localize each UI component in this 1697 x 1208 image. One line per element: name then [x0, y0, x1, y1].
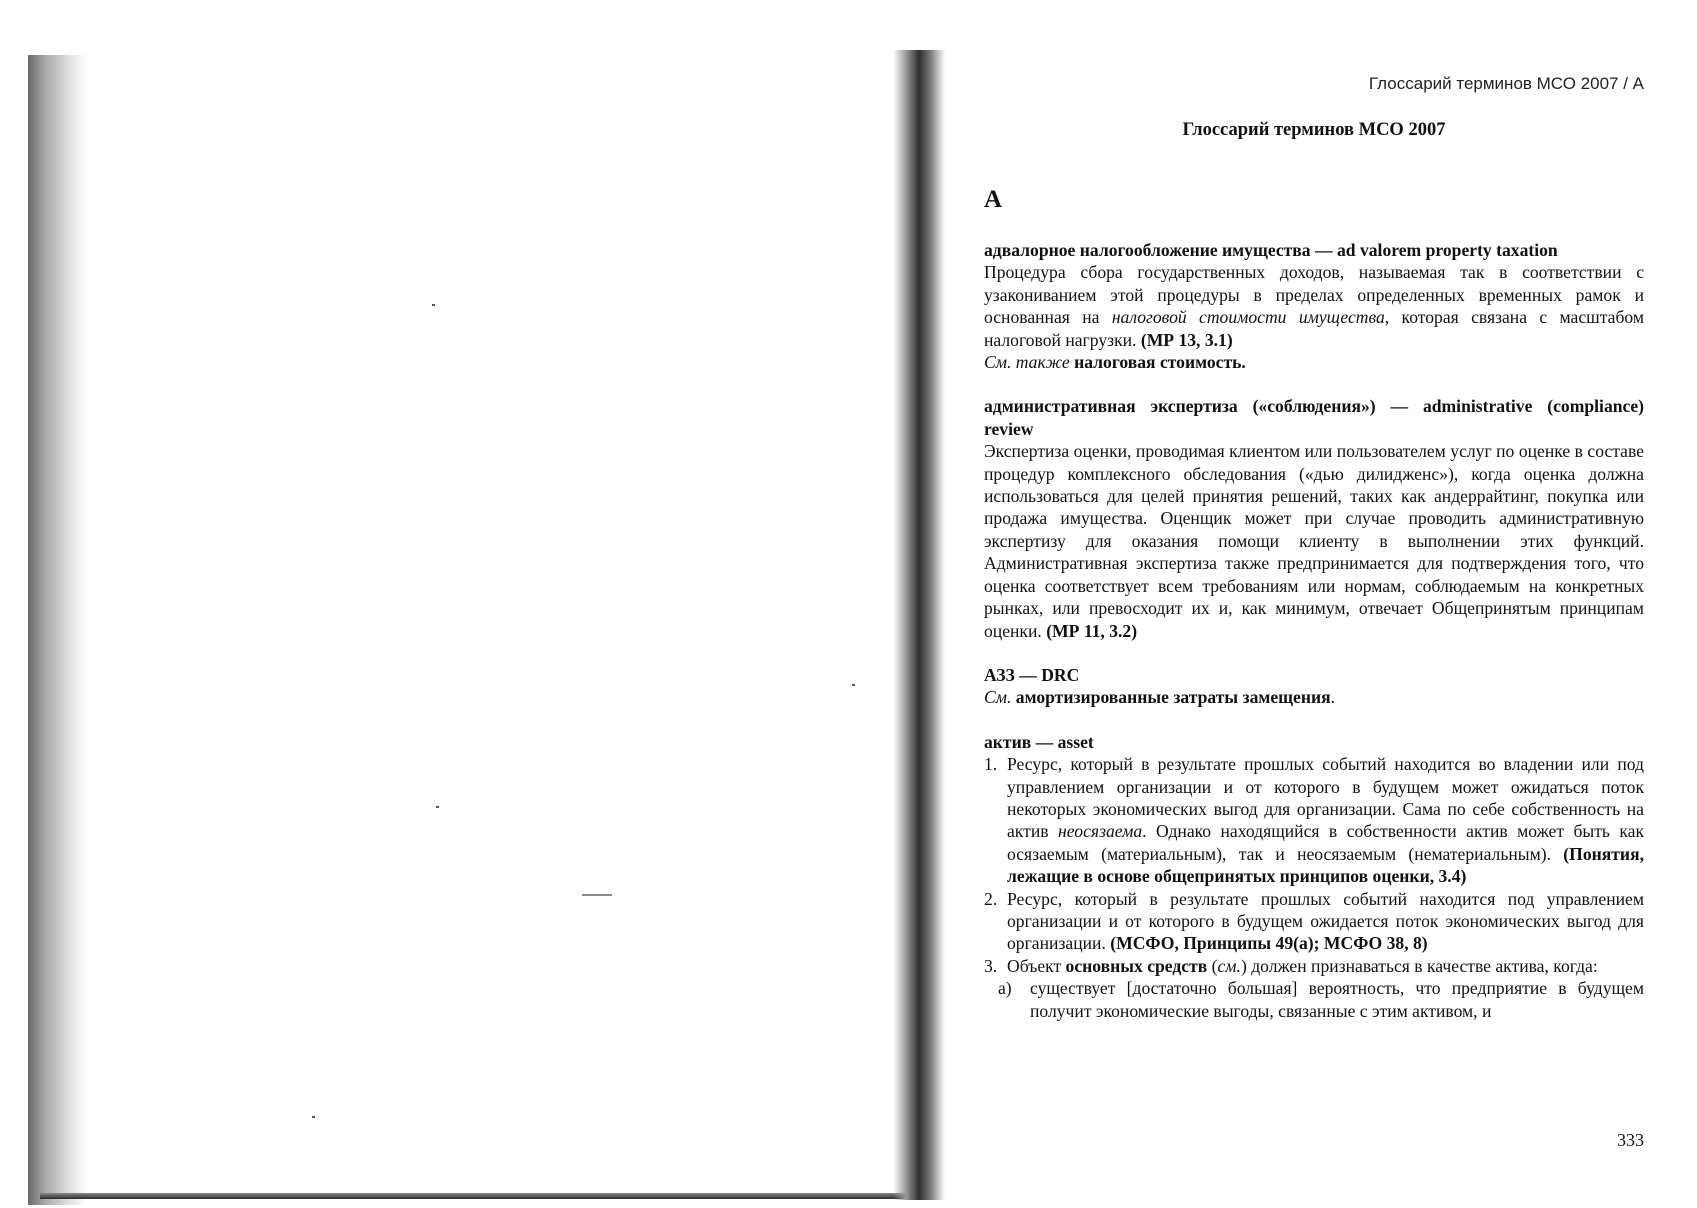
bottom-page-edge — [40, 1193, 920, 1199]
definition-sub-item — [984, 977, 1644, 1022]
definition-text: , которая связана с масштабом налоговой нагрузки. — [984, 307, 1644, 350]
entry-term: АЗЗ — DRC — [984, 664, 1080, 685]
page-title: Глоссарий терминов МСО 2007 — [1182, 120, 1446, 140]
list-number: 1. — [984, 754, 998, 775]
definition-emphasis: налоговой стоимости имущества — [1111, 307, 1385, 328]
running-head: Глоссарий терминов МСО 2007 / А — [1368, 74, 1644, 93]
see-target: амортизированные затраты замещения — [1015, 687, 1331, 708]
definition-list-item — [984, 888, 1644, 955]
glossary-entry — [984, 239, 1644, 373]
see-label: См. — [984, 687, 1012, 708]
glossary-content — [984, 239, 1644, 1044]
scan-speck — [436, 806, 439, 808]
definition-text: ( — [1207, 955, 1218, 976]
glossary-entry — [984, 395, 1644, 641]
definition-reference: (Понятия, лежащие в основе общепринятых принципов оценки, 3.4) — [1007, 843, 1644, 887]
definition-text: Процедура сбора государственных доходов, называемая так в соответствии с узакониванием этой процедуры в пределах определенных временных рамок и основанная на — [984, 262, 1644, 328]
right-page — [984, 0, 1644, 1208]
definition-text: Ресурс, который в результате прошлых событий находится под управлением организации и от которого в будущем ожидается поток экономических выгод для организации. — [1007, 888, 1644, 954]
definition-text: ) должен признаваться в качестве актива, когда: — [1240, 955, 1598, 976]
scan-speck — [432, 304, 435, 306]
definition-text: Ресурс, который в результате прошлых событий находится во владении или под управлением организации и от которого в будущем может ожидаться поток некоторых экономических выгод для организации. Сама по себе собственность на актив — [1007, 754, 1644, 842]
definition-text: Экспертиза оценки, проводимая клиентом или пользователем услуг по оценке в составе процедур комплексного обследования («дью дилидженс»), когда оценка должна использоваться для целей принятия решений, таких как андеррайтинг, покупка или продажа имущества. Оценщик может при случае проводить административную экспертизу для оказания помощи клиенту в выполнении этих функций. Административная экспертиза также предпринимается для подтверждения того, что оценка соответствует всем требованиям или нормам, соблюдаемым на конкретных рынках, или превосходит их и, как минимум, отвечает Общепринятым принципам оценки. — [984, 441, 1644, 641]
book-gutter-shadow — [893, 50, 945, 1200]
definition-list-item — [984, 753, 1644, 887]
see-also-target: налоговая стоимость — [1074, 352, 1242, 373]
definition-text: Объект — [1007, 955, 1066, 976]
definition-text: . Однако находящийся в собственности актив может быть как осязаемым (материальным), так и неосязаемым (нематериальным). — [1007, 821, 1645, 864]
scan-speck — [852, 684, 855, 686]
see-also — [984, 351, 1644, 373]
entry-definition — [984, 440, 1644, 642]
glossary-entry — [984, 664, 1644, 709]
section-letter: А — [984, 186, 1003, 213]
definition-emphasis: неосязаема — [1057, 821, 1143, 842]
entry-term: актив — asset — [984, 731, 1094, 752]
see-also-end: . — [1241, 352, 1246, 373]
see-end: . — [1330, 687, 1336, 708]
definition-text: существует [достаточно большая] вероятность, что предприятие в будущем получит экономические выгоды, связанные с этим активом, и — [1030, 978, 1644, 1021]
definition-reference: (МР 11, 3.2) — [1046, 620, 1138, 641]
cross-reference-term: основных средств — [1065, 955, 1208, 976]
list-number: 3. — [984, 955, 998, 976]
entry-term: административная экспертиза («соблюдения») — administrative (compliance) review — [984, 396, 1644, 439]
sub-item-mark: а) — [998, 978, 1012, 999]
definition-reference: (МСФО, Принципы 49(а); МСФО 38, 8) — [1110, 933, 1428, 954]
scan-speck — [312, 1116, 315, 1118]
left-page-edge-shadow — [28, 55, 86, 1205]
definition-emphasis: см. — [1217, 955, 1241, 976]
entry-definition — [984, 261, 1644, 351]
glossary-entry — [984, 731, 1644, 1022]
entry-term: адвалорное налогообложение имущества — ad valorem property taxation — [984, 240, 1558, 260]
list-number: 2. — [984, 888, 998, 909]
scan-speck — [582, 894, 612, 896]
see-reference — [984, 686, 1644, 708]
page-number: 333 — [1617, 1130, 1644, 1150]
see-also-label: См. также — [984, 352, 1070, 373]
definition-reference: (МР 13, 3.1) — [1140, 329, 1233, 350]
definition-list-item — [984, 955, 1644, 977]
